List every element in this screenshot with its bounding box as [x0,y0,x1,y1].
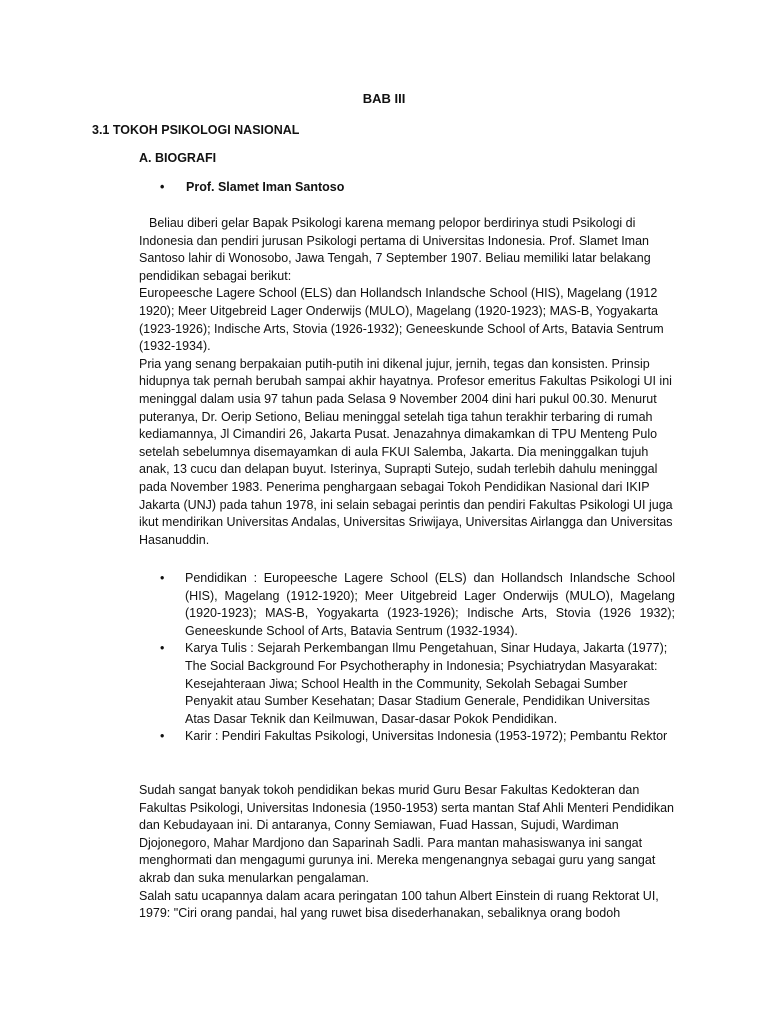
life-paragraph: Pria yang senang berpakaian putih-putih ini dikenal jujur, jernih, tegas dan konsisten. Prinsip hidupnya tak pernah berubah sampai akhir hayatnya. Profesor emeritus Fakultas Psikologi UI ini meninggal dalam usia 97 tahun pada Selasa 9 November 2004 dini hari pukul 00.30. Menurut puteranya, Dr. Oerip Setiono, Beliau meninggal setelah tiga tahun terakhir terbaring di rumah kediamannya, Jl Cimandiri 26, Jakarta Pusat. Jenazahnya dimakamkan di TPU Menteng Pulo setelah sebelumnya disemayamkan di aula FKUI Salemba, Jakarta. Dia meninggalkan tujuh anak, 13 cucu dan delapan buyut. Isterinya, Suprapti Sutejo, sudah terlebih dahulu meninggal pada November 1983. Penerima penghargaan sebagai Tokoh Pendidikan Nasional dari IKIP Jakarta (UNJ) pada tahun 1978, ini selain sebagai perintis dan pendiri Fakultas Psikologi UI juga ikut mendirikan Universitas Andalas, Universitas Sriwijaya, Universitas Airlangga dan Universitas Hasanuddin. [139,356,673,547]
education-paragraph: Europeesche Lagere School (ELS) dan Hollandsch Inlandsche School (HIS), Magelang (1912 1920); Meer Uitgebreid Lager Onderwijs (MULO), Magelang (1920-1923); MAS-B, Yogyakarta (1923-1926); Indische Arts, Stovia (1926-1932); Geneeskunde School of Arts, Batavia Sentrum (1932-1934). [139,286,664,354]
students-paragraph: Sudah sangat banyak tokoh pendidikan bekas murid Guru Besar Fakultas Kedokteran dan Fakultas Psikologi, Universitas Indonesia (1950-1953) serta mantan Staf Ahli Menteri Pendidikan dan Kebudayaan ini. Di antaranya, Conny Semiawan, Fuad Hassan, Sujudi, Wardiman Djojonegoro, Mahar Mardjono dan Saparinah Sadli. Para mantan mahasiswanya ini sangat menghormati dan mengagumi gurunya ini. Mereka mengenangnya sebagai guru yang sangat akrab dan suka menularkan pengalaman. [139,783,675,885]
section-heading: 3.1 TOKOH PSIKOLOGI NASIONAL [92,123,300,137]
list-item-pendidikan [160,570,675,640]
bullet-icon: • [160,641,165,656]
closing-section [139,782,675,923]
biography-bullet-list [160,570,675,746]
list-item-text: Karir : Pendiri Fakultas Psikologi, Universitas Indonesia (1953-1972); Pembantu Rektor [185,729,668,744]
person-name: Prof. Slamet Iman Santoso [186,180,345,194]
intro-paragraph: Beliau diberi gelar Bapak Psikologi karena memang pelopor berdirinya studi Psikologi di Indonesia dan pendiri jurusan Psikologi pertama di Universitas Indonesia. Prof. Slamet Iman Santoso lahir di Wonosobo, Jawa Tengah, 7 September 1907. Beliau memiliki latar belakang pendidikan sebagai berikut: [139,216,651,283]
list-item-karir [160,728,675,746]
bullet-icon: • [160,729,165,744]
list-item-text: Pendidikan : Europeesche Lagere School (ELS) dan Hollandsch Inlandsche School (HIS), Magelang (1912-1920); Meer Uitgebreid Lager Onderwijs (MULO), Magelang (1920-1923); MAS-B, Yogyakarta (1923-1926); Indische Arts, Stovia (1926 1932); Geneeskunde School of Arts, Batavia Sentrum (1932-1934). [185,571,675,638]
biography-intro [139,215,675,549]
bullet-icon: • [160,180,165,194]
subsection-heading: A. BIOGRAFI [139,151,217,165]
person-heading [160,179,344,197]
bullet-icon: • [160,571,165,585]
list-item-text: Karya Tulis : Sejarah Perkembangan Ilmu Pengetahuan, Sinar Hudaya, Jakarta (1977); The Social Background For Psychotheraphy in Indonesia; Psychiatrydan Masyarakat: Kesejahteraan Jiwa; School Health in the Community, Sekolah Sebagai Sumber Penyakit atau Sumber Kesehatan; Dasar Stadium Generale, Pendidikan Universitas Atas Dasar Teknik dan Keilmuwan, Dasar-dasar Pokok Pendidikan. [185,641,668,726]
list-item-karya-tulis [160,640,675,728]
quote-paragraph: Salah satu ucapannya dalam acara peringatan 100 tahun Albert Einstein di ruang Rektorat UI, 1979: "Ciri orang pandai, hal yang ruwet bisa disederhanakan, sebaliknya orang bodoh [139,888,659,921]
chapter-heading: BAB III [362,91,406,106]
